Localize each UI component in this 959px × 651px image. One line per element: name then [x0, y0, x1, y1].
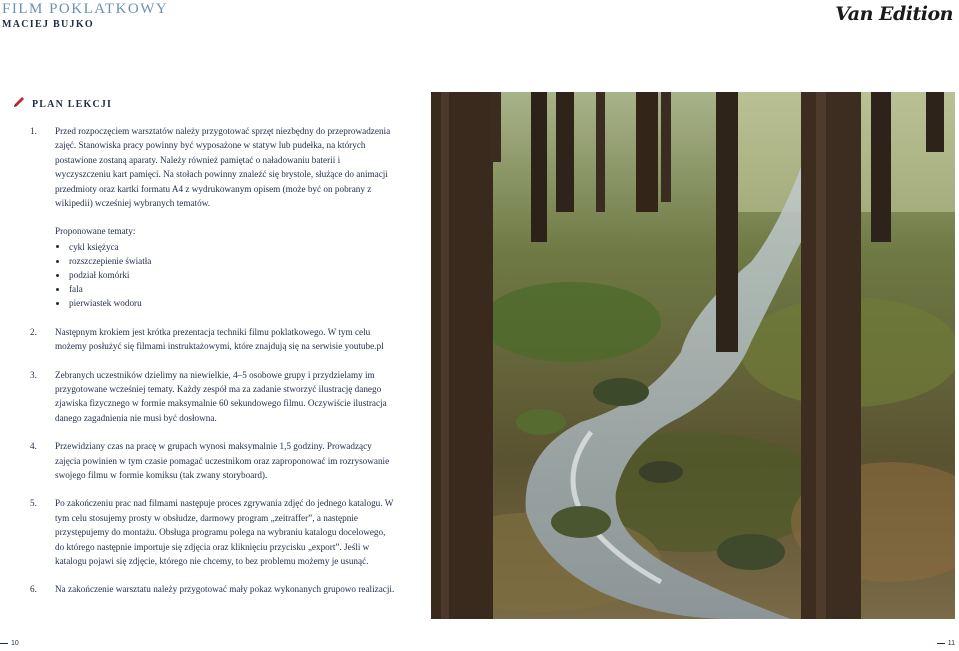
item-text: Zebranych uczestników dzielimy na niewielkie, 4–5 osobowe grupy i przydzielamy im przygotowane wcześniej tematy. Każdy zespół ma za zadanie stworzyć ilustrację danego zjawiska fizycznego w formie maksymalnie 60 sekundowego filmu. Oczywiście ilustracja danego zagadnienia nie musi być dosłowna. — [55, 369, 387, 423]
topic-item: podział komórki — [55, 268, 395, 282]
publisher-logo: Van Edition — [835, 3, 953, 25]
page-number-right: 11 — [937, 640, 955, 647]
bullet-icon — [56, 260, 59, 263]
topics-list — [55, 240, 395, 311]
list-item — [30, 496, 395, 568]
item-number: 5. — [30, 498, 37, 509]
item-number: 3. — [30, 369, 37, 380]
pencil-icon — [12, 95, 26, 114]
topics-intro: Proponowane tematy: — [55, 226, 136, 237]
item-text: Następnym krokiem jest krótka prezentacja techniki filmu poklatkowego. W tym celu możemy posłużyć się filmami instruktażowymi, które znajdują się na serwisie youtube.pl — [55, 326, 384, 352]
forest-stream-photo — [431, 92, 955, 619]
section-header — [12, 95, 112, 114]
list-item — [30, 582, 395, 596]
list-item — [30, 325, 395, 354]
item-number: 6. — [30, 584, 37, 595]
item-text: Na zakończenie warsztatu należy przygotować mały pokaz wykonanych grupowo realizacji. — [55, 584, 395, 595]
bullet-icon — [56, 288, 59, 291]
dash-divider — [937, 643, 945, 644]
author-name: MACIEJ BUJKO — [2, 19, 94, 30]
document-title: FILM POKLATKOWY — [2, 1, 169, 17]
list-item — [30, 439, 395, 482]
item-number: 4. — [30, 441, 37, 452]
page-number-left: 10 — [0, 640, 19, 647]
topic-item: pierwiastek wodoru — [55, 297, 395, 311]
item-text: Po zakończeniu prac nad filmami następuje proces zgrywania zdjęć do jednego katalogu. W tym celu stosujemy prosty w obsłudze, darmowy program „zeitraffer”, a następnie przystępujemy do montażu. Obsługa programu polega na wybraniu katalogu docelowego, do którego następnie importuje się zdjęcia oraz kliknięciu przycisku „export”. Jeśli w katalogu pojawi się zdjęcie, którego nie chcemy, to bez problemu możemy je usunąć. — [55, 498, 394, 567]
item-number: 1. — [30, 126, 37, 136]
topic-item: fala — [55, 282, 395, 296]
dash-divider — [0, 643, 8, 644]
section-title: PLAN LEKCJI — [32, 99, 113, 110]
list-item — [30, 124, 395, 210]
topic-item: cykl księżyca — [55, 240, 395, 254]
item-text: Przewidziany czas na pracę w grupach wynosi maksymalnie 1,5 godziny. Prowadzący zajęcia powinien w tym czasie pomagać uczestnikom oraz zaproponować im rozrysowanie swojego filmu w formie komiksu (tak zwany storyboard). — [55, 441, 390, 481]
list-item — [30, 368, 395, 426]
topic-item: rozszczepienie światła — [55, 254, 395, 268]
bullet-icon — [56, 245, 59, 248]
bullet-icon — [56, 302, 59, 305]
item-text: Przed rozpoczęciem warsztatów należy przygotować sprzęt niezbędny do przeprowadzenia zajęć. Stanowiska pracy powinny być wyposażone w statyw lub pudełka, na których postawione zostaną aparaty. Należy również pamiętać o naładowaniu baterii i wyczyszczeniu kart pamięci. Na stołach powinny znaleźć się brystole, służące do animacji przedmioty oraz kartki formatu A4 z wydrukowanym opisem (może być on pobrany z wikipedii) wcześniej wybranych tematów. — [55, 126, 391, 209]
item-number: 2. — [30, 326, 37, 337]
topics-block — [55, 224, 395, 310]
bullet-icon — [56, 274, 59, 277]
lesson-plan — [30, 124, 395, 611]
